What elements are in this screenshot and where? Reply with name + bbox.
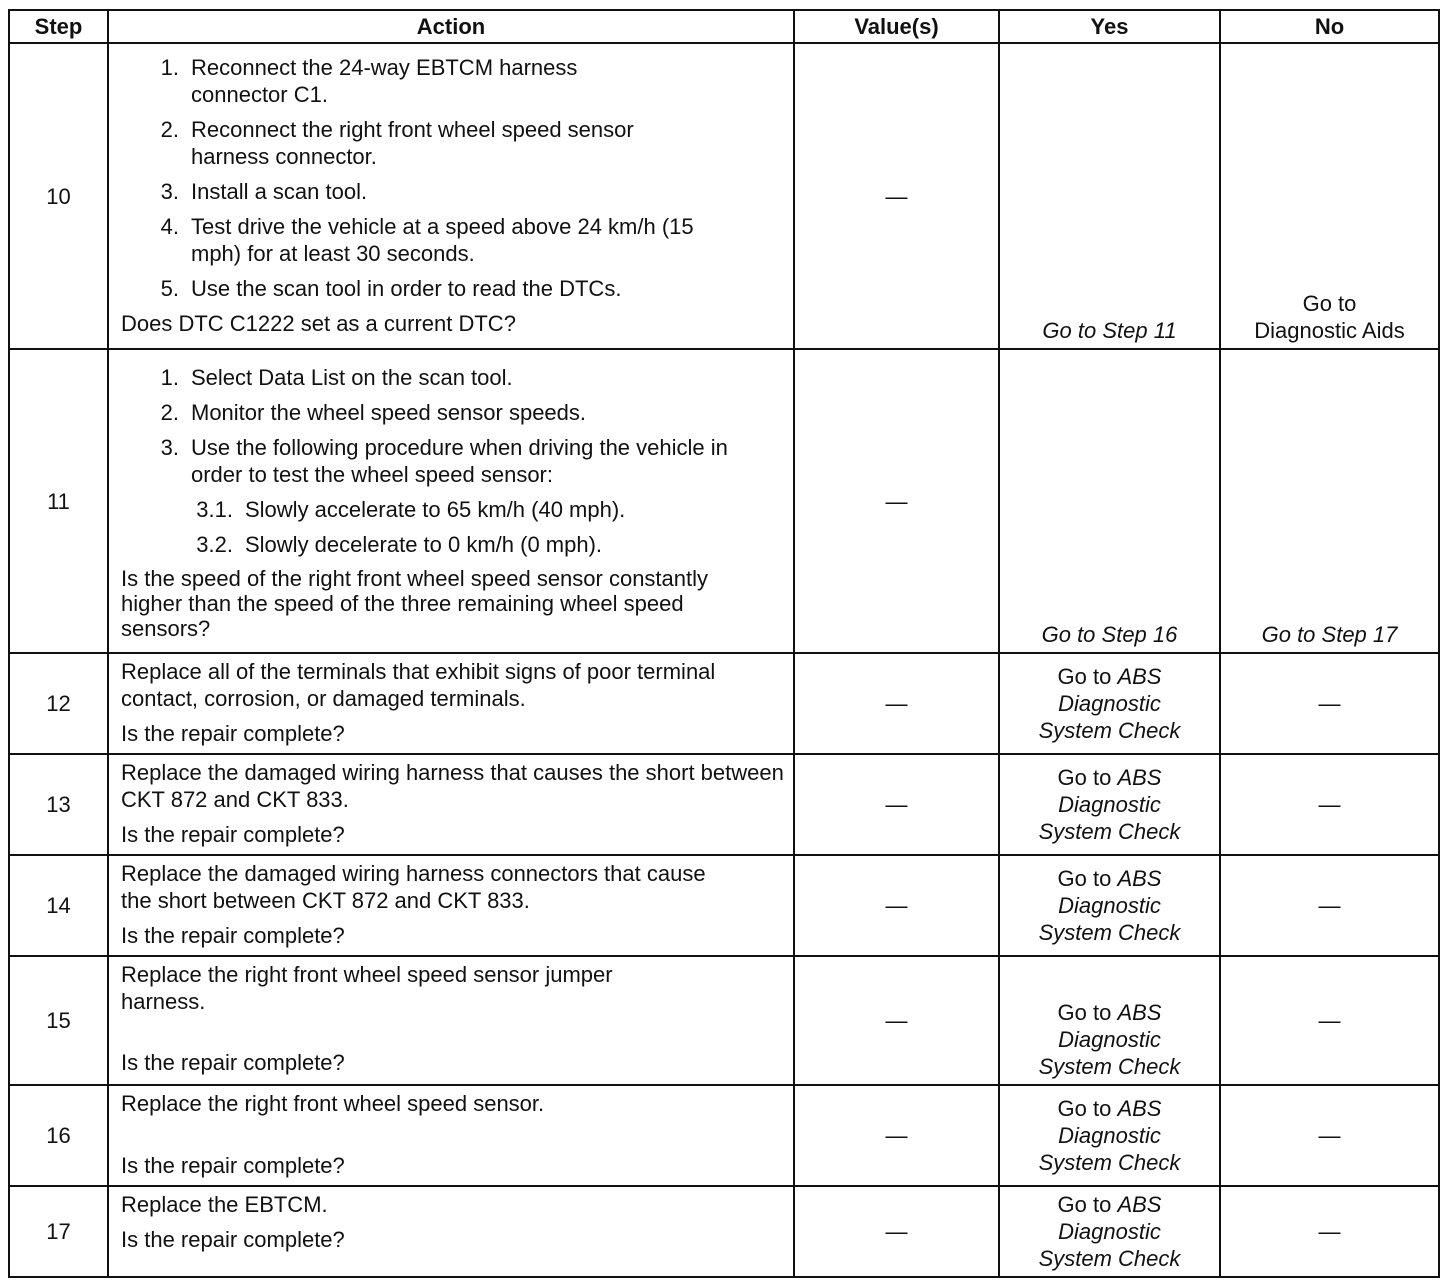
value-cell: — bbox=[794, 855, 999, 956]
action-cell: Replace all of the terminals that exhibit signs of poor terminal contact, corrosion, or damaged terminals. Is the repair complete? bbox=[108, 653, 794, 754]
header-no: No bbox=[1220, 10, 1439, 43]
header-action: Action bbox=[108, 10, 794, 43]
table-row bbox=[9, 754, 1439, 855]
question: Is the repair complete? bbox=[121, 1227, 345, 1252]
yes-cell: Go to Step 11 bbox=[999, 43, 1220, 349]
action-cell bbox=[108, 349, 794, 653]
action-cell: Replace the right front wheel speed sensor jumper harness. Is the repair complete? bbox=[108, 956, 794, 1085]
list-item: 5. Use the scan tool in order to read the DTCs. bbox=[160, 276, 622, 301]
step-number: 14 bbox=[9, 855, 108, 956]
step-number: 10 bbox=[9, 43, 108, 349]
list-item: 2. Reconnect the right front wheel speed sensor harness connector. bbox=[160, 117, 634, 169]
question: Is the repair complete? bbox=[121, 822, 345, 847]
step-number: 11 bbox=[9, 349, 108, 653]
step-number: 13 bbox=[9, 754, 108, 855]
action-cell: Replace the damaged wiring harness that causes the short between CKT 872 and CKT 833. Is the repair complete? bbox=[108, 754, 794, 855]
header-step: Step bbox=[9, 10, 108, 43]
no-cell: — bbox=[1220, 1085, 1439, 1186]
step-number: 16 bbox=[9, 1085, 108, 1186]
no-cell: — bbox=[1220, 855, 1439, 956]
value-cell: — bbox=[794, 956, 999, 1085]
list-item: 1. Reconnect the 24-way EBTCM harness connector C1. bbox=[160, 55, 578, 107]
header-row bbox=[9, 10, 1439, 43]
table-row bbox=[9, 1085, 1439, 1186]
action-cell: Replace the damaged wiring harness connectors that cause the short between CKT 872 and CKT 833. Is the repair complete? bbox=[108, 855, 794, 956]
yes-cell: Go to ABS Diagnostic System Check bbox=[999, 1186, 1220, 1277]
question: Is the repair complete? bbox=[121, 1050, 345, 1075]
question: Is the repair complete? bbox=[121, 1153, 345, 1178]
no-cell: — bbox=[1220, 653, 1439, 754]
action-cell bbox=[108, 43, 794, 349]
no-cell: — bbox=[1220, 956, 1439, 1085]
list-item: 2. Monitor the wheel speed sensor speeds. bbox=[160, 400, 587, 425]
value-cell: — bbox=[794, 43, 999, 349]
no-cell: Go to Step 17 bbox=[1220, 349, 1439, 653]
yes-cell: Go to ABS Diagnostic System Check bbox=[999, 653, 1220, 754]
table-row bbox=[9, 1186, 1439, 1277]
list-item: 4. Test drive the vehicle at a speed above 24 km/h (15 mph) for at least 30 seconds. bbox=[160, 214, 694, 266]
table-row bbox=[9, 349, 1439, 653]
list-item: 3.2. Slowly decelerate to 0 km/h (0 mph). bbox=[196, 532, 603, 557]
step-number: 17 bbox=[9, 1186, 108, 1277]
header-values: Value(s) bbox=[794, 10, 999, 43]
list-item: 3. Use the following procedure when driving the vehicle in order to test the wheel speed sensor: bbox=[160, 435, 728, 487]
table-row bbox=[9, 956, 1439, 1085]
no-cell: — bbox=[1220, 1186, 1439, 1277]
action-cell: Replace the EBTCM. Is the repair complete? bbox=[108, 1186, 794, 1277]
no-cell: — bbox=[1220, 754, 1439, 855]
list-item: 3. Install a scan tool. bbox=[160, 179, 368, 204]
value-cell: — bbox=[794, 754, 999, 855]
diagnostic-table bbox=[8, 9, 1440, 1278]
step-number: 15 bbox=[9, 956, 108, 1085]
yes-cell: Go to Step 16 bbox=[999, 349, 1220, 653]
table-row bbox=[9, 855, 1439, 956]
table-row bbox=[9, 43, 1439, 349]
no-cell: Go to Diagnostic Aids bbox=[1220, 43, 1439, 349]
question: Does DTC C1222 set as a current DTC? bbox=[121, 311, 516, 336]
yes-cell: Go to ABS Diagnostic System Check bbox=[999, 1085, 1220, 1186]
step-number: 12 bbox=[9, 653, 108, 754]
action-cell: Replace the right front wheel speed sensor. Is the repair complete? bbox=[108, 1085, 794, 1186]
value-cell: — bbox=[794, 653, 999, 754]
table-row bbox=[9, 653, 1439, 754]
yes-cell: Go to ABS Diagnostic System Check bbox=[999, 754, 1220, 855]
yes-cell: Go to ABS Diagnostic System Check bbox=[999, 956, 1220, 1085]
header-yes: Yes bbox=[999, 10, 1220, 43]
yes-cell: Go to ABS Diagnostic System Check bbox=[999, 855, 1220, 956]
question: Is the speed of the right front wheel speed sensor constantly higher than the speed of the three remaining wheel speed sensors? bbox=[121, 566, 709, 641]
value-cell: — bbox=[794, 349, 999, 653]
question: Is the repair complete? bbox=[121, 923, 345, 948]
value-cell: — bbox=[794, 1186, 999, 1277]
list-item: 1. Select Data List on the scan tool. bbox=[160, 365, 513, 390]
question: Is the repair complete? bbox=[121, 721, 345, 746]
value-cell: — bbox=[794, 1085, 999, 1186]
list-item: 3.1. Slowly accelerate to 65 km/h (40 mph). bbox=[196, 497, 626, 522]
